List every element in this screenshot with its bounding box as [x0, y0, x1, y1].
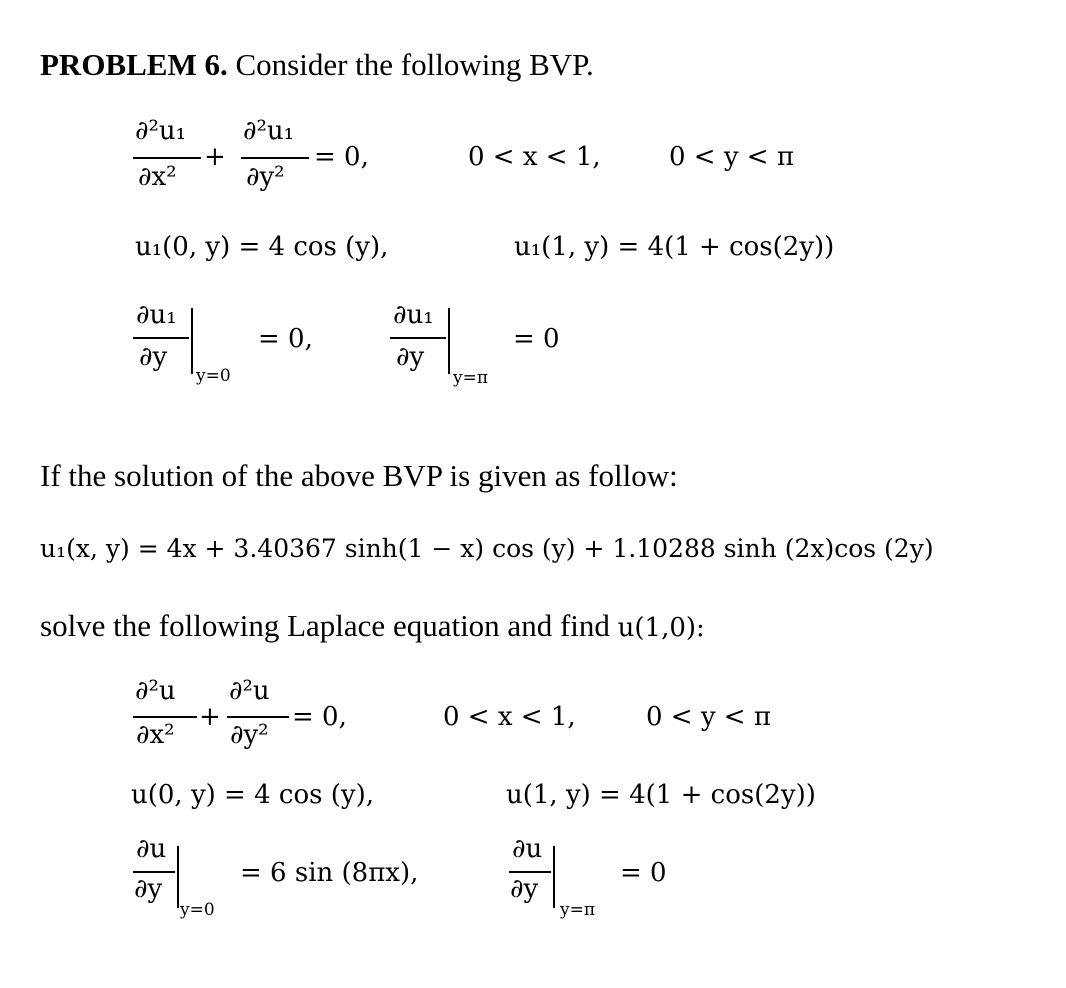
bvp1-neumann2-fraction-bar	[390, 337, 446, 339]
bvp2-domain-x: 0 < x < 1,	[443, 702, 576, 732]
bvp2-neumann2-eval-bar	[553, 846, 555, 908]
bvp1-bc-left: u₁(0, y) = 4 cos (y),	[135, 232, 389, 262]
bvp2-bc-right: u(1, y) = 4(1 + cos(2y))	[506, 780, 816, 810]
bvp1-neumann1-rhs: = 0,	[258, 324, 313, 354]
bvp1-neumann2-eval-bar	[448, 308, 450, 374]
bvp1-domain-y: 0 < y < π	[669, 142, 794, 172]
bvp1-term2-numerator: ∂²u₁	[243, 116, 295, 146]
bvp2-term2-numerator: ∂²u	[229, 676, 270, 706]
bvp1-neumann1-fraction-bar	[133, 337, 189, 339]
bvp2-neumann1-numerator: ∂u	[136, 834, 167, 864]
bvp2-neumann2-rhs: = 0	[620, 858, 667, 888]
bvp2-term2-denominator: ∂y²	[230, 720, 269, 750]
bvp1-neumann1-eval-bar	[191, 308, 193, 374]
problem-label: PROBLEM 6.	[40, 47, 228, 82]
bvp1-term1-fraction-bar	[133, 157, 201, 159]
bvp2-neumann2-denominator: ∂y	[510, 874, 539, 904]
bvp2-neumann2-fraction-bar	[509, 871, 551, 873]
bvp1-neumann2-eval: y=π	[453, 368, 489, 388]
bvp1-neumann2-rhs: = 0	[513, 324, 560, 354]
task-statement	[40, 610, 705, 641]
bvp1-neumann1-eval: y=0	[196, 366, 231, 386]
bvp1-term1-numerator: ∂²u₁	[135, 116, 187, 146]
bvp1-term2-denominator: ∂y²	[246, 162, 285, 192]
bvp2-neumann1-fraction-bar	[133, 871, 175, 873]
bvp2-term2-fraction-bar	[227, 716, 289, 718]
bvp2-term1-fraction-bar	[133, 716, 197, 718]
bvp2-neumann1-eval: y=0	[180, 900, 215, 920]
bvp1-bc-right: u₁(1, y) = 4(1 + cos(2y))	[514, 232, 835, 262]
bvp1-pde-rhs: = 0,	[314, 142, 369, 172]
bvp1-neumann2-denominator: ∂y	[396, 342, 425, 372]
task-expression: u(1,0):	[617, 613, 705, 643]
bvp1-domain-x: 0 < x < 1,	[468, 142, 601, 172]
bvp2-term1-denominator: ∂x²	[136, 720, 175, 750]
bvp2-neumann1-eval-bar	[177, 846, 179, 908]
bvp1-neumann1-denominator: ∂y	[139, 342, 168, 372]
bvp2-neumann2-eval: y=π	[560, 900, 596, 920]
problem-intro: Consider the following BVP.	[235, 47, 594, 82]
bvp2-neumann1-rhs: = 6 sin (8πx),	[240, 858, 419, 888]
bvp2-plus: +	[199, 702, 221, 732]
bvp1-plus: +	[204, 142, 226, 172]
bvp1-neumann2-numerator: ∂u₁	[393, 300, 434, 330]
solution-intro: If the solution of the above BVP is given as follow:	[40, 458, 678, 493]
bvp2-neumann1-denominator: ∂y	[134, 874, 163, 904]
bvp2-bc-left: u(0, y) = 4 cos (y),	[131, 780, 374, 810]
problem-heading	[40, 49, 594, 80]
bvp2-domain-y: 0 < y < π	[646, 702, 771, 732]
bvp1-neumann1-numerator: ∂u₁	[136, 300, 177, 330]
bvp1-term1-denominator: ∂x²	[138, 162, 177, 192]
bvp2-neumann2-numerator: ∂u	[512, 834, 543, 864]
bvp2-term1-numerator: ∂²u	[135, 676, 176, 706]
given-solution: u₁(x, y) = 4x + 3.40367 sinh(1 − x) cos (y) + 1.10288 sinh (2x)cos (2y)	[40, 534, 934, 563]
task-text: solve the following Laplace equation and find	[40, 608, 618, 643]
bvp2-pde-rhs: = 0,	[292, 702, 347, 732]
bvp1-term2-fraction-bar	[241, 157, 309, 159]
